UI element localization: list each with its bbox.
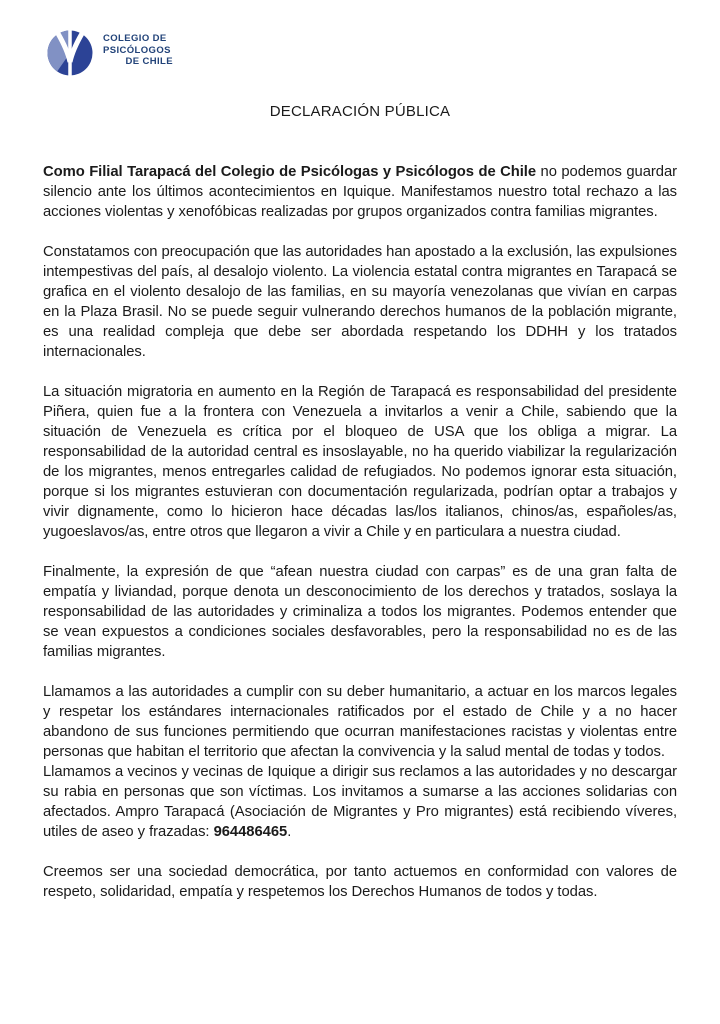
paragraph-6-period: .: [287, 824, 292, 840]
logo-text-line2: PSICÓLOGOS: [103, 44, 171, 56]
paragraph-4: Finalmente, la expresión de que “afean nuestra ciudad con carpas” es de una gran falta de empatía y liviandad, porque denota un desconocimiento de los derechos y tratados, soslaya la responsabilidad de las autoridades y criminaliza a todos los migrantes. Podemos entender que se vean expuestos a condiciones sociales desfavorables, pero la responsabilidad no es de las familias migrantes.: [43, 564, 677, 660]
paragraph-6-text: Llamamos a vecinos y vecinas de Iquique a dirigir sus reclamos a las autoridades y no descargar su rabia en personas que son víctimas. Los invitamos a sumarse a las acciones solidarias con afectados. Ampro Tarapacá (Asociación de Migrantes y Pro migrantes) está recibiendo víveres, utiles de aseo y frazadas:: [43, 764, 677, 840]
logo-text-line3: DE CHILE: [125, 56, 173, 67]
paragraph-3: La situación migratoria en aumento en la Región de Tarapacá es responsabilidad del presidente Piñera, quien fue a la frontera con Venezuela a invitarlos a venir a Chile, sabiendo que la situación de Venezuela es crítica por el bloqueo de USA que los obliga a migrar. La responsabilidad de la autoridad central es insoslayable, no ha querido viabilizar la regularización de los migrantes, menos entregarles calidad de refugiados. No podemos ignorar esta situación, porque si los migrantes estuvieran con documentación regularizada, podrían optar a trabajos y vivir dignamente, como lo hicieron hace décadas las/los italianos, chinos/as, españoles/as, yugoeslavos/as, entre otros que llegaron a vivir a Chile y en particulara a nuestra ciudad.: [43, 384, 677, 540]
document-body: [43, 162, 677, 902]
psi-logo-icon: [44, 28, 96, 78]
document-title: DECLARACIÓN PÚBLICA: [269, 103, 451, 120]
paragraph-5: Llamamos a las autoridades a cumplir con su deber humanitario, a actuar en los marcos legales y respetar los estándares internacionales ratificados por el estado de Chile y a no hacer abandono de sus funciones permitiendo que ocurran manifestaciones racistas y violentas entre personas que habitan el territorio que afectan la convivencia y la salud mental de todas y todos.: [43, 684, 677, 760]
paragraph-2: Constatamos con preocupación que las autoridades han apostado a la exclusión, las expulsiones intempestivas del país, al desalojo violento. La violencia estatal contra migrantes en Tarapacá se grafica en el violento desalojo de las familias, en su mayoría venezolanas que vivían en carpas en la Plaza Brasil. No se puede seguir vulnerando derechos humanos de la población migrante, es una realidad compleja que debe ser abordada respetando los DDHH y los tratados internacionales.: [43, 244, 677, 360]
logo-text-line1: COLEGIO DE: [103, 33, 167, 44]
paragraph-7: Creemos ser una sociedad democrática, por tanto actuemos en conformidad con valores de respeto, solidaridad, empatía y respetemos los Derechos Humanos de todos y todas.: [43, 864, 677, 900]
org-logo: [44, 28, 677, 80]
logo-text: [103, 28, 173, 68]
paragraph-1-bold-lead: Como Filial Tarapacá del Colegio de Psicólogas y Psicólogos de Chile: [43, 164, 537, 180]
paragraph-1: [43, 162, 677, 222]
paragraph-1-text: no podemos guardar silencio ante los últimos acontecimientos en Iquique. Manifestamos nuestro total rechazo a las acciones violentas y xenofóbicas realizadas por grupos organizados contra familias migrantes.: [43, 164, 677, 220]
paragraph-6: [43, 762, 677, 842]
phone-number: 964486465: [213, 824, 288, 840]
